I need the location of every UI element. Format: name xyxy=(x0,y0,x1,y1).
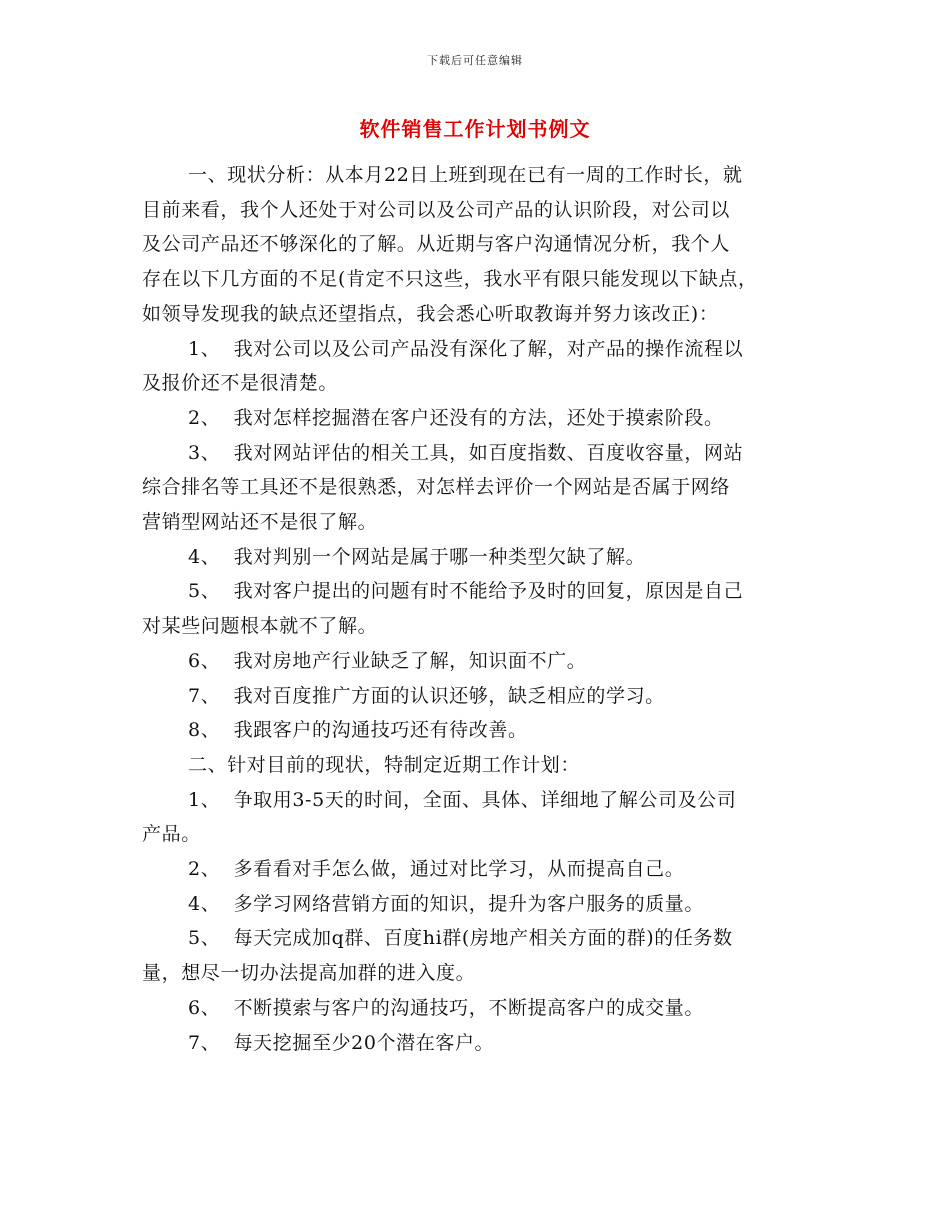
paragraph-line: 6、 我对房地产行业缺乏了解，知识面不广。 xyxy=(188,649,587,672)
paragraph-line: 1、 我对公司以及公司产品没有深化了解，对产品的操作流程以 xyxy=(188,337,744,360)
paragraph-line: 及公司产品还不够深化的了解。从近期与客户沟通情况分析，我个人 xyxy=(142,233,731,256)
paragraph-line: 4、 多学习网络营销方面的知识，提升为客户服务的质量。 xyxy=(188,892,704,915)
paragraph-line: 5、 每天完成加q群、百度hi群(房地产相关方面的群)的任务数 xyxy=(188,927,733,950)
paragraph-line: 3、 我对网站评估的相关工具，如百度指数、百度收容量，网站 xyxy=(188,441,744,464)
paragraph-line: 7、 每天挖掘至少20个潜在客户。 xyxy=(188,1031,495,1054)
paragraph-line: 存在以下几方面的不足(肯定不只这些，我水平有限只能发现以下缺点， xyxy=(142,268,758,291)
paragraph-line: 5、 我对客户提出的问题有时不能给予及时的回复，原因是自己 xyxy=(188,580,744,603)
paragraph-line: 如领导发现我的缺点还望指点，我会悉心听取教诲并努力该改正)： xyxy=(142,302,719,325)
paragraph-line: 二、针对目前的现状，特制定近期工作计划： xyxy=(188,753,581,776)
paragraph-line: 7、 我对百度推广方面的认识还够，缺乏相应的学习。 xyxy=(188,684,665,707)
paragraph-line: 综合排名等工具还不是很熟悉，对怎样去评价一个网站是否属于网络 xyxy=(142,476,731,499)
paragraph-line: 6、 不断摸索与客户的沟通技巧，不断提高客户的成交量。 xyxy=(188,996,704,1019)
page-header-note: 下载后可任意编辑 xyxy=(427,54,523,67)
paragraph-line: 8、 我跟客户的沟通技巧还有待改善。 xyxy=(188,719,528,742)
document-body xyxy=(142,158,822,1060)
paragraph-line: 对某些问题根本就不了解。 xyxy=(142,615,378,638)
paragraph-line: 一、现状分析：从本月22日上班到现在已有一周的工作时长，就 xyxy=(188,164,743,186)
paragraph-line: 4、 我对判别一个网站是属于哪一种类型欠缺了解。 xyxy=(188,545,646,568)
paragraph-line: 2、 多看看对手怎么做，通过对比学习，从而提高自己。 xyxy=(188,858,685,881)
paragraph-line: 及报价还不是很清楚。 xyxy=(142,372,339,395)
document-title: 软件销售工作计划书例文 xyxy=(359,117,591,141)
paragraph-line: 目前来看，我个人还处于对公司以及公司产品的认识阶段，对公司以 xyxy=(142,198,731,221)
paragraph-line: 量，想尽一切办法提高加群的进入度。 xyxy=(142,962,476,985)
paragraph-line: 产品。 xyxy=(142,823,201,846)
paragraph-line: 营销型网站还不是很了解。 xyxy=(142,511,378,534)
paragraph-line: 2、 我对怎样挖掘潜在客户还没有的方法，还处于摸索阶段。 xyxy=(188,406,724,429)
paragraph-line: 1、 争取用3-5天的时间，全面、具体、详细地了解公司及公司 xyxy=(188,788,737,811)
